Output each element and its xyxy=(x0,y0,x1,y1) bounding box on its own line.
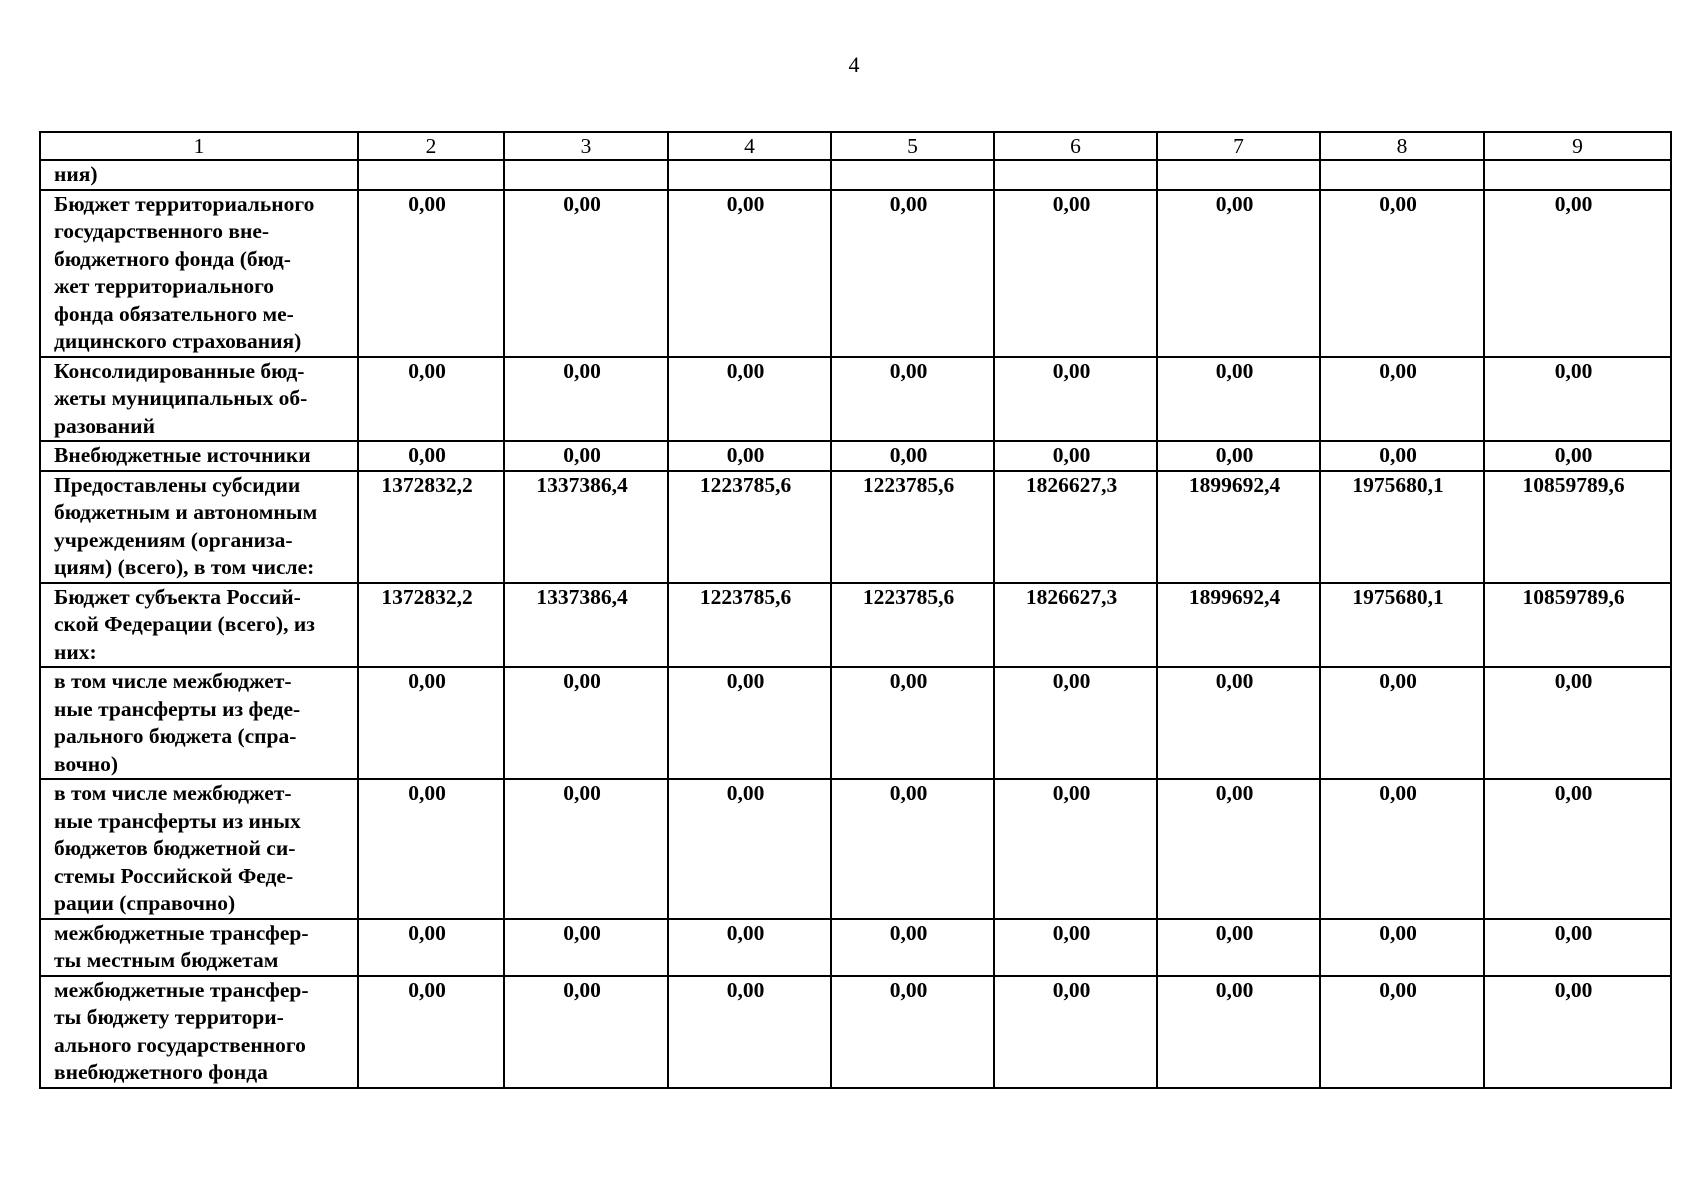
table-row xyxy=(40,160,1671,190)
value-cell: 0,00 xyxy=(831,667,994,779)
value-cell: 0,00 xyxy=(1157,667,1320,779)
value-cell: 0,00 xyxy=(994,779,1157,919)
value-cell xyxy=(504,160,668,190)
value-cell: 0,00 xyxy=(668,976,831,1088)
value-cell: 0,00 xyxy=(994,357,1157,442)
value-cell: 0,00 xyxy=(1484,357,1671,442)
value-cell: 1223785,6 xyxy=(831,583,994,668)
table-row xyxy=(40,976,1671,1088)
value-cell xyxy=(668,160,831,190)
value-cell: 0,00 xyxy=(668,441,831,471)
column-header: 5 xyxy=(831,132,994,160)
value-cell: 0,00 xyxy=(1157,919,1320,976)
column-header: 4 xyxy=(668,132,831,160)
value-cell xyxy=(994,160,1157,190)
value-cell: 0,00 xyxy=(1157,441,1320,471)
row-label: Бюджет субъекта Россий- ской Федерации (всего), из них: xyxy=(40,583,358,668)
page-number: 4 xyxy=(848,52,860,77)
value-cell: 1223785,6 xyxy=(668,583,831,668)
value-cell: 0,00 xyxy=(994,976,1157,1088)
value-cell: 0,00 xyxy=(668,919,831,976)
table-row xyxy=(40,441,1671,471)
value-cell: 10859789,6 xyxy=(1484,583,1671,668)
row-label: межбюджетные трансфер- ты местным бюджетам xyxy=(40,919,358,976)
value-cell: 1223785,6 xyxy=(668,471,831,583)
value-cell xyxy=(1484,160,1671,190)
table-row xyxy=(40,357,1671,442)
value-cell: 0,00 xyxy=(504,190,668,357)
value-cell: 0,00 xyxy=(994,190,1157,357)
value-cell: 0,00 xyxy=(831,357,994,442)
value-cell: 0,00 xyxy=(504,919,668,976)
value-cell: 0,00 xyxy=(668,779,831,919)
value-cell: 0,00 xyxy=(504,779,668,919)
value-cell: 0,00 xyxy=(1484,441,1671,471)
value-cell: 0,00 xyxy=(358,919,504,976)
row-label: в том числе межбюджет- ные трансферты из феде- рального бюджета (спра- вочно) xyxy=(40,667,358,779)
value-cell: 0,00 xyxy=(1157,779,1320,919)
value-cell: 1899692,4 xyxy=(1157,471,1320,583)
value-cell: 1372832,2 xyxy=(358,471,504,583)
row-label: Консолидированные бюд- жеты муниципальных об- разований xyxy=(40,357,358,442)
column-header: 6 xyxy=(994,132,1157,160)
value-cell: 1223785,6 xyxy=(831,471,994,583)
value-cell: 0,00 xyxy=(1320,976,1484,1088)
value-cell: 0,00 xyxy=(504,441,668,471)
value-cell: 0,00 xyxy=(358,976,504,1088)
row-label: Предоставлены субсидии бюджетным и автономным учреждениям (организа- циям) (всего), в том числе: xyxy=(40,471,358,583)
value-cell: 1826627,3 xyxy=(994,471,1157,583)
value-cell: 1337386,4 xyxy=(504,583,668,668)
value-cell: 0,00 xyxy=(504,357,668,442)
row-label: Внебюджетные источники xyxy=(40,441,358,471)
column-header: 2 xyxy=(358,132,504,160)
value-cell: 1975680,1 xyxy=(1320,583,1484,668)
row-label: ния) xyxy=(40,160,358,190)
value-cell: 0,00 xyxy=(1157,976,1320,1088)
value-cell: 0,00 xyxy=(1320,357,1484,442)
value-cell: 0,00 xyxy=(994,441,1157,471)
value-cell: 0,00 xyxy=(358,779,504,919)
row-label: Бюджет территориального государственного вне- бюджетного фонда (бюд- жет территориального фонда обязательного ме- дицинского страхования) xyxy=(40,190,358,357)
value-cell: 1826627,3 xyxy=(994,583,1157,668)
value-cell: 1372832,2 xyxy=(358,583,504,668)
table-row xyxy=(40,919,1671,976)
value-cell: 0,00 xyxy=(668,667,831,779)
table-row xyxy=(40,583,1671,668)
table-row xyxy=(40,471,1671,583)
value-cell: 0,00 xyxy=(358,667,504,779)
value-cell: 0,00 xyxy=(1484,919,1671,976)
value-cell: 1899692,4 xyxy=(1157,583,1320,668)
value-cell: 0,00 xyxy=(831,976,994,1088)
value-cell xyxy=(1320,160,1484,190)
value-cell: 0,00 xyxy=(1157,190,1320,357)
value-cell: 0,00 xyxy=(1320,441,1484,471)
value-cell: 1337386,4 xyxy=(504,471,668,583)
table-body xyxy=(40,132,1671,1088)
value-cell: 0,00 xyxy=(1320,779,1484,919)
value-cell: 0,00 xyxy=(1320,919,1484,976)
value-cell: 0,00 xyxy=(1320,667,1484,779)
value-cell: 0,00 xyxy=(358,441,504,471)
value-cell xyxy=(358,160,504,190)
value-cell: 0,00 xyxy=(994,919,1157,976)
table-row xyxy=(40,190,1671,357)
value-cell: 0,00 xyxy=(1484,976,1671,1088)
table-row xyxy=(40,779,1671,919)
column-header: 9 xyxy=(1484,132,1671,160)
value-cell: 0,00 xyxy=(994,667,1157,779)
value-cell: 0,00 xyxy=(1484,190,1671,357)
value-cell: 0,00 xyxy=(358,357,504,442)
value-cell: 0,00 xyxy=(668,190,831,357)
value-cell: 0,00 xyxy=(1484,779,1671,919)
value-cell: 0,00 xyxy=(358,190,504,357)
value-cell xyxy=(831,160,994,190)
value-cell: 0,00 xyxy=(504,667,668,779)
value-cell: 0,00 xyxy=(1320,190,1484,357)
value-cell: 0,00 xyxy=(831,190,994,357)
row-label: межбюджетные трансфер- ты бюджету территори- ального государственного внебюджетного фонда xyxy=(40,976,358,1088)
value-cell: 1975680,1 xyxy=(1320,471,1484,583)
column-header: 1 xyxy=(40,132,358,160)
value-cell xyxy=(1157,160,1320,190)
value-cell: 0,00 xyxy=(831,441,994,471)
column-header: 7 xyxy=(1157,132,1320,160)
value-cell: 0,00 xyxy=(831,919,994,976)
budget-table xyxy=(39,131,1672,1089)
column-header: 3 xyxy=(504,132,668,160)
value-cell: 0,00 xyxy=(668,357,831,442)
table-header-row xyxy=(40,132,1671,160)
value-cell: 0,00 xyxy=(831,779,994,919)
row-label: в том числе межбюджет- ные трансферты из иных бюджетов бюджетной си- стемы Российской Феде- рации (справочно) xyxy=(40,779,358,919)
value-cell: 0,00 xyxy=(1157,357,1320,442)
column-header: 8 xyxy=(1320,132,1484,160)
value-cell: 10859789,6 xyxy=(1484,471,1671,583)
table-row xyxy=(40,667,1671,779)
value-cell: 0,00 xyxy=(504,976,668,1088)
value-cell: 0,00 xyxy=(1484,667,1671,779)
